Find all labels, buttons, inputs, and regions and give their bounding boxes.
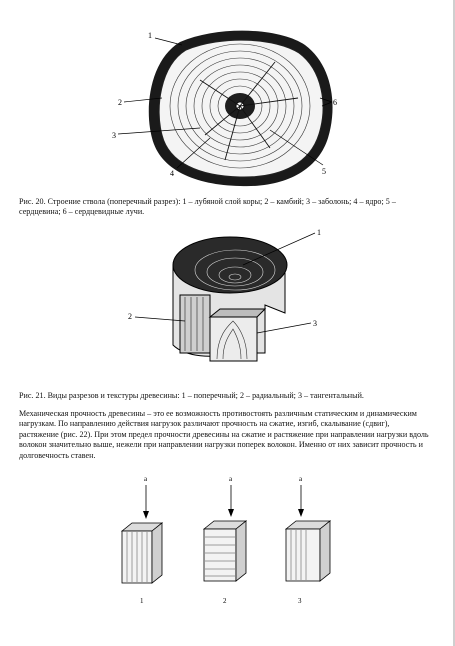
log-top-face [173, 237, 287, 293]
fig22-arrow-label-3: a [299, 475, 303, 483]
fig21-label-1: 1 [317, 228, 321, 237]
fig22-block-label-1: 1 [140, 597, 144, 605]
fig21-label-3: 3 [313, 319, 317, 328]
fig22-arrow-label-1: a [144, 475, 148, 483]
fig20-label-5: 5 [322, 167, 326, 176]
body-paragraph: Механическая прочность древесины – это ее возможность противостоять различным статическим и динамическим нагрузкам. По направлению действия нагрузок различают прочность на сжатие, изгиб, скалывание (сдвиг), растяжение (рис. 22). При этом предел прочности древесины на сжатие и растяжение при направлении нагрузки вдоль волокон значительно выше, нежели при направлении нагрузки поперек волокон. Именно от них зависит прочность и долговечность ставен. [19, 409, 429, 460]
radial-cut-face [180, 295, 210, 353]
fig22-arrow-label-2: a [229, 475, 233, 483]
fig20-label-2: 2 [118, 98, 122, 107]
fig20-label-4: 4 [170, 169, 174, 178]
wood-sections-figure [125, 225, 335, 365]
figure20-caption: Рис. 20. Строение ствола (поперечный разрез): 1 – лубяной слой коры; 2 – камбий; 3 – заболонь; 4 – ядро; 5 – сердцевина; 6 – сердцевидные лучи. [19, 197, 396, 216]
figure21-caption: Рис. 21. Виды разрезов и текстуры древесины: 1 – поперечный; 2 – радиальный; 3 – тангентальный. [19, 391, 364, 400]
tangential-block-top [210, 309, 265, 317]
test-block-2 [204, 475, 246, 605]
fig22-block-label-3: 3 [298, 597, 302, 605]
fig20-label-1: 1 [148, 31, 152, 40]
fig20-label-6: 6 [333, 98, 337, 107]
fig21-label-2: 2 [128, 312, 132, 321]
test-block-3 [286, 475, 330, 605]
trunk-cross-section-figure [100, 20, 360, 195]
strength-test-figure [100, 473, 360, 613]
fig20-label-3: 3 [112, 131, 116, 140]
fig22-block-label-2: 2 [223, 597, 227, 605]
test-block-1 [122, 475, 162, 605]
